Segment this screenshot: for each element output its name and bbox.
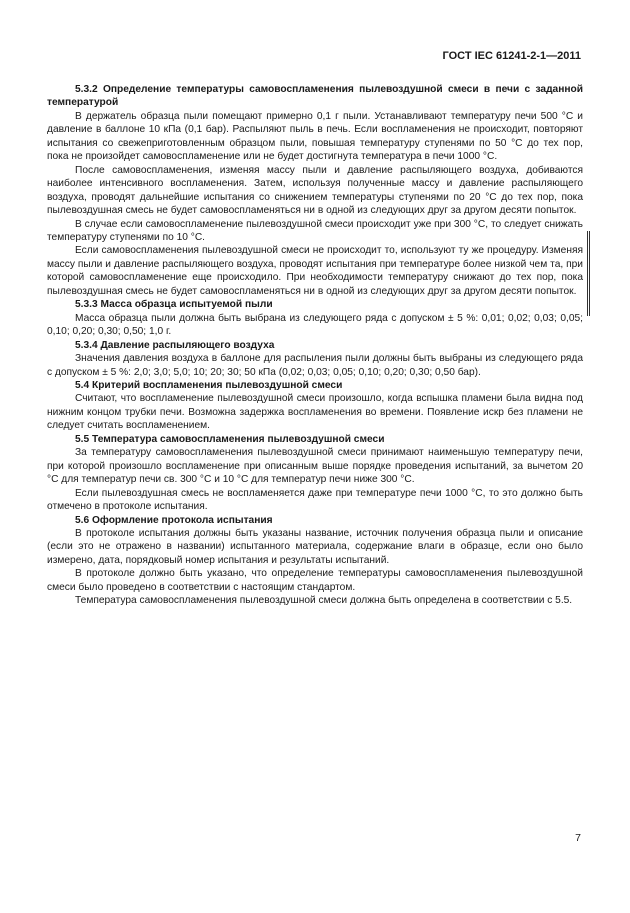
revision-bar	[587, 231, 588, 316]
revision-bar	[589, 231, 590, 316]
paragraph: Значения давления воздуха в баллоне для распыления пыли должны быть выбраны из следующего ряда с допуском ± 5 %: 2,0; 3,0; 5,0; 10; 20; 30; 50 кПа (0,02; 0,03; 0,05; 0,10; 0,20; 0,30; 0,50 бар).	[47, 353, 583, 378]
section-heading-5-3-4: 5.3.4 Давление распыляющего воздуха	[75, 339, 275, 351]
section-heading-5-4: 5.4 Критерий воспламенения пылевоздушной смеси	[75, 379, 343, 391]
section-heading-5-3-3: 5.3.3 Масса образца испытуемой пыли	[75, 299, 273, 311]
paragraph: В случае если самовоспламенение пылевоздушной смеси происходит уже при 300 °С, то следует снижать температуру ступенями по 10 °С.	[47, 218, 583, 243]
paragraph: В протоколе должно быть указано, что определение температуры самовоспламенения пылевоздушной смеси было проведено в соответствии с настоящим стандартом.	[47, 568, 583, 593]
document-body	[47, 83, 583, 608]
section-heading-5-5: 5.5 Температура самовоспламенения пылевоздушной смеси	[75, 433, 385, 445]
paragraph: Если самовоспламенения пылевоздушной смеси не происходит то, используют ту же процедуру. Изменяя массу пыли и давление распыляющего воздуха, проводят испытания при температуре более низкой чем та, при которой самовоспламенение еще происходило. При необходимости температуру снижают до тех пор, пока пылевоздушная смесь не будет самовоспламеняться ни в одной из следующих друг за другом десяти попыток.	[47, 245, 583, 297]
paragraph: За температуру самовоспламенения пылевоздушной смеси принимают наименьшую температуру печи, при которой произошло воспламенение при описанным выше порядке проведения испытаний, за вычетом 20 °С для температур печи св. 300 °С и 10 °С для температур печи ниже 300 °С.	[47, 447, 583, 486]
paragraph: Масса образца пыли должна быть выбрана из следующего ряда с допуском ± 5 %: 0,01; 0,02; 0,03; 0,05; 0,10; 0,20; 0,30; 0,50; 1,0 г.	[47, 312, 583, 338]
paragraph: В протоколе испытания должны быть указаны название, источник получения образца пыли и описание (если это не отражено в названии) испытанного материала, содержание влаги в образце, если оно было измерено, дата, порядковый номер испытания и результаты испытаний.	[47, 527, 583, 566]
paragraph: Температура самовоспламенения пылевоздушной смеси должна быть определена в соответствии с 5.5.	[75, 595, 573, 607]
section-heading-5-6: 5.6 Оформление протокола испытания	[75, 514, 273, 526]
paragraph: Если пылевоздушная смесь не воспламеняется даже при температуре печи 1000 °С, то это должно быть отмечено в протоколе испытания.	[47, 487, 583, 513]
paragraph: В держатель образца пыли помещают примерно 0,1 г пыли. Устанавливают температуру печи 500 °С и давление в баллоне 10 кПа (0,1 бар). Распыляют пыль в печь. Если воспламенения не происходит, повторяют испытания со свежеприготовленным образцом пыли, повышая температуру ступенями по 50 °С до тех пор, пока не произойдет самовоспламенение или не будет достигнута температура в печи 1000 °С.	[47, 110, 583, 163]
section-heading-5-3-2: 5.3.2 Определение температуры самовоспламенения пылевоздушной смеси в печи с заданной температурой	[47, 84, 583, 109]
page-number: 7	[575, 832, 581, 844]
paragraph: После самовоспламенения, изменяя массу пыли и давление распыляющего воздуха, добиваются наиболее интенсивного воспламенения. Затем, используя полученные массу и давление распыляющего воздуха, проводят дальнейшие испытания со снижением температуры ступенями по 20 °С до тех пор, пока пылевоздушная смесь не будет самовоспламеняться ни в одной из следующих друг за другом десяти попыток.	[47, 164, 583, 217]
standard-code-header: ГОСТ IEC 61241-2-1—2011	[442, 50, 581, 62]
paragraph: Считают, что воспламенение пылевоздушной смеси произошло, когда вспышка пламени была видна под нижним концом трубки печи. Возможна задержка воспламенения во времени. Появление искр без пламени не следует считать воспламенением.	[47, 393, 583, 432]
